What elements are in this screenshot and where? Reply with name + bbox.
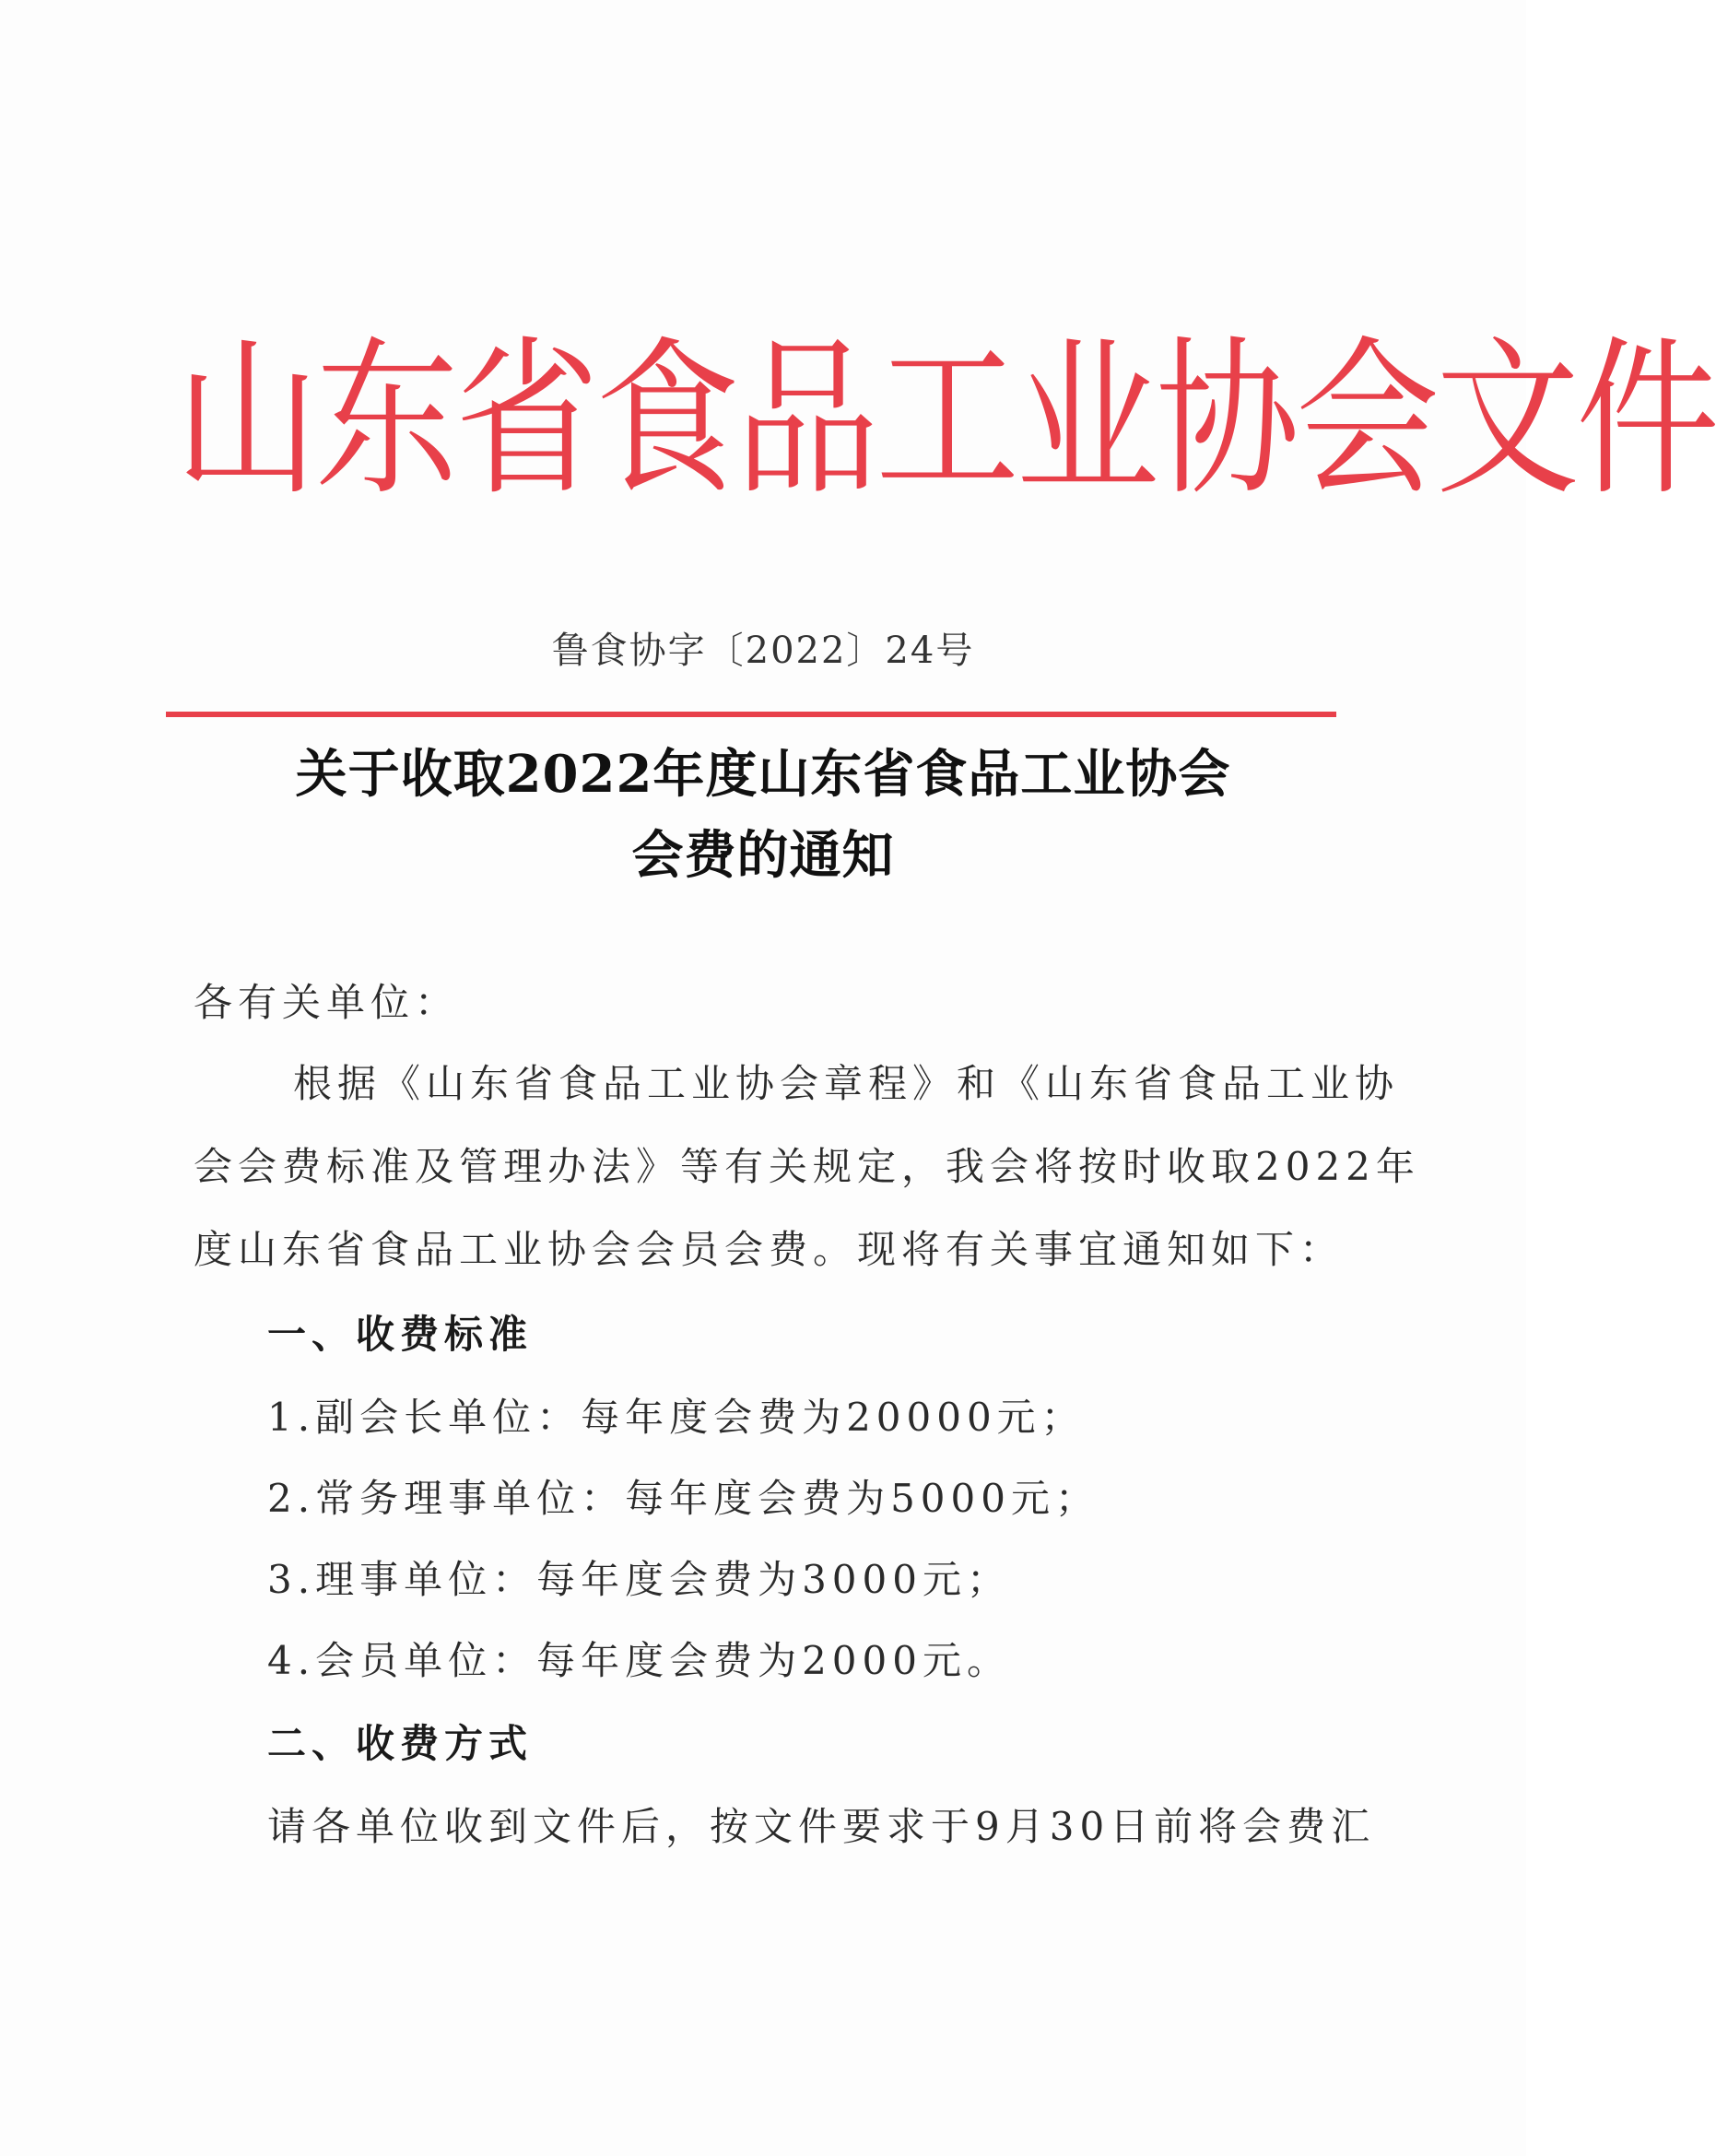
section-1-heading: 一、收费标准 [267,1312,534,1357]
intro-line-1: 根据《山东省食品工业协会章程》和《山东省食品工业协 [293,1061,1400,1106]
notice-title-line-2: 会费的通知 [631,825,895,886]
fee-item-1: 1.副会长单位：每年度会费为20000元； [267,1395,1086,1440]
section-2-line-1: 请各单位收到文件后，按文件要求于9月30日前将会费汇 [267,1804,1376,1849]
intro-line-3: 度山东省食品工业协会会员会费。现将有关事宜通知如下： [194,1227,1345,1272]
section-2-heading: 二、收费方式 [267,1721,534,1766]
document-number: 鲁食协字〔2022〕24号 [551,630,975,672]
intro-line-2: 会会费标准及管理办法》等有关规定，我会将按时收取2022年 [194,1144,1420,1189]
red-divider-line [166,712,1336,717]
fee-item-2: 2.常务理事单位：每年度会费为5000元； [267,1476,1099,1521]
fee-item-4: 4.会员单位：每年度会费为2000元。 [267,1638,1011,1683]
masthead-title: 山东省食品工业协会文件 [175,320,1716,519]
fee-item-3: 3.理事单位：每年度会费为3000元； [267,1557,1011,1602]
salutation: 各有关单位： [194,980,460,1025]
notice-title-line-1: 关于收取2022年度山东省食品工业协会 [295,744,1231,805]
